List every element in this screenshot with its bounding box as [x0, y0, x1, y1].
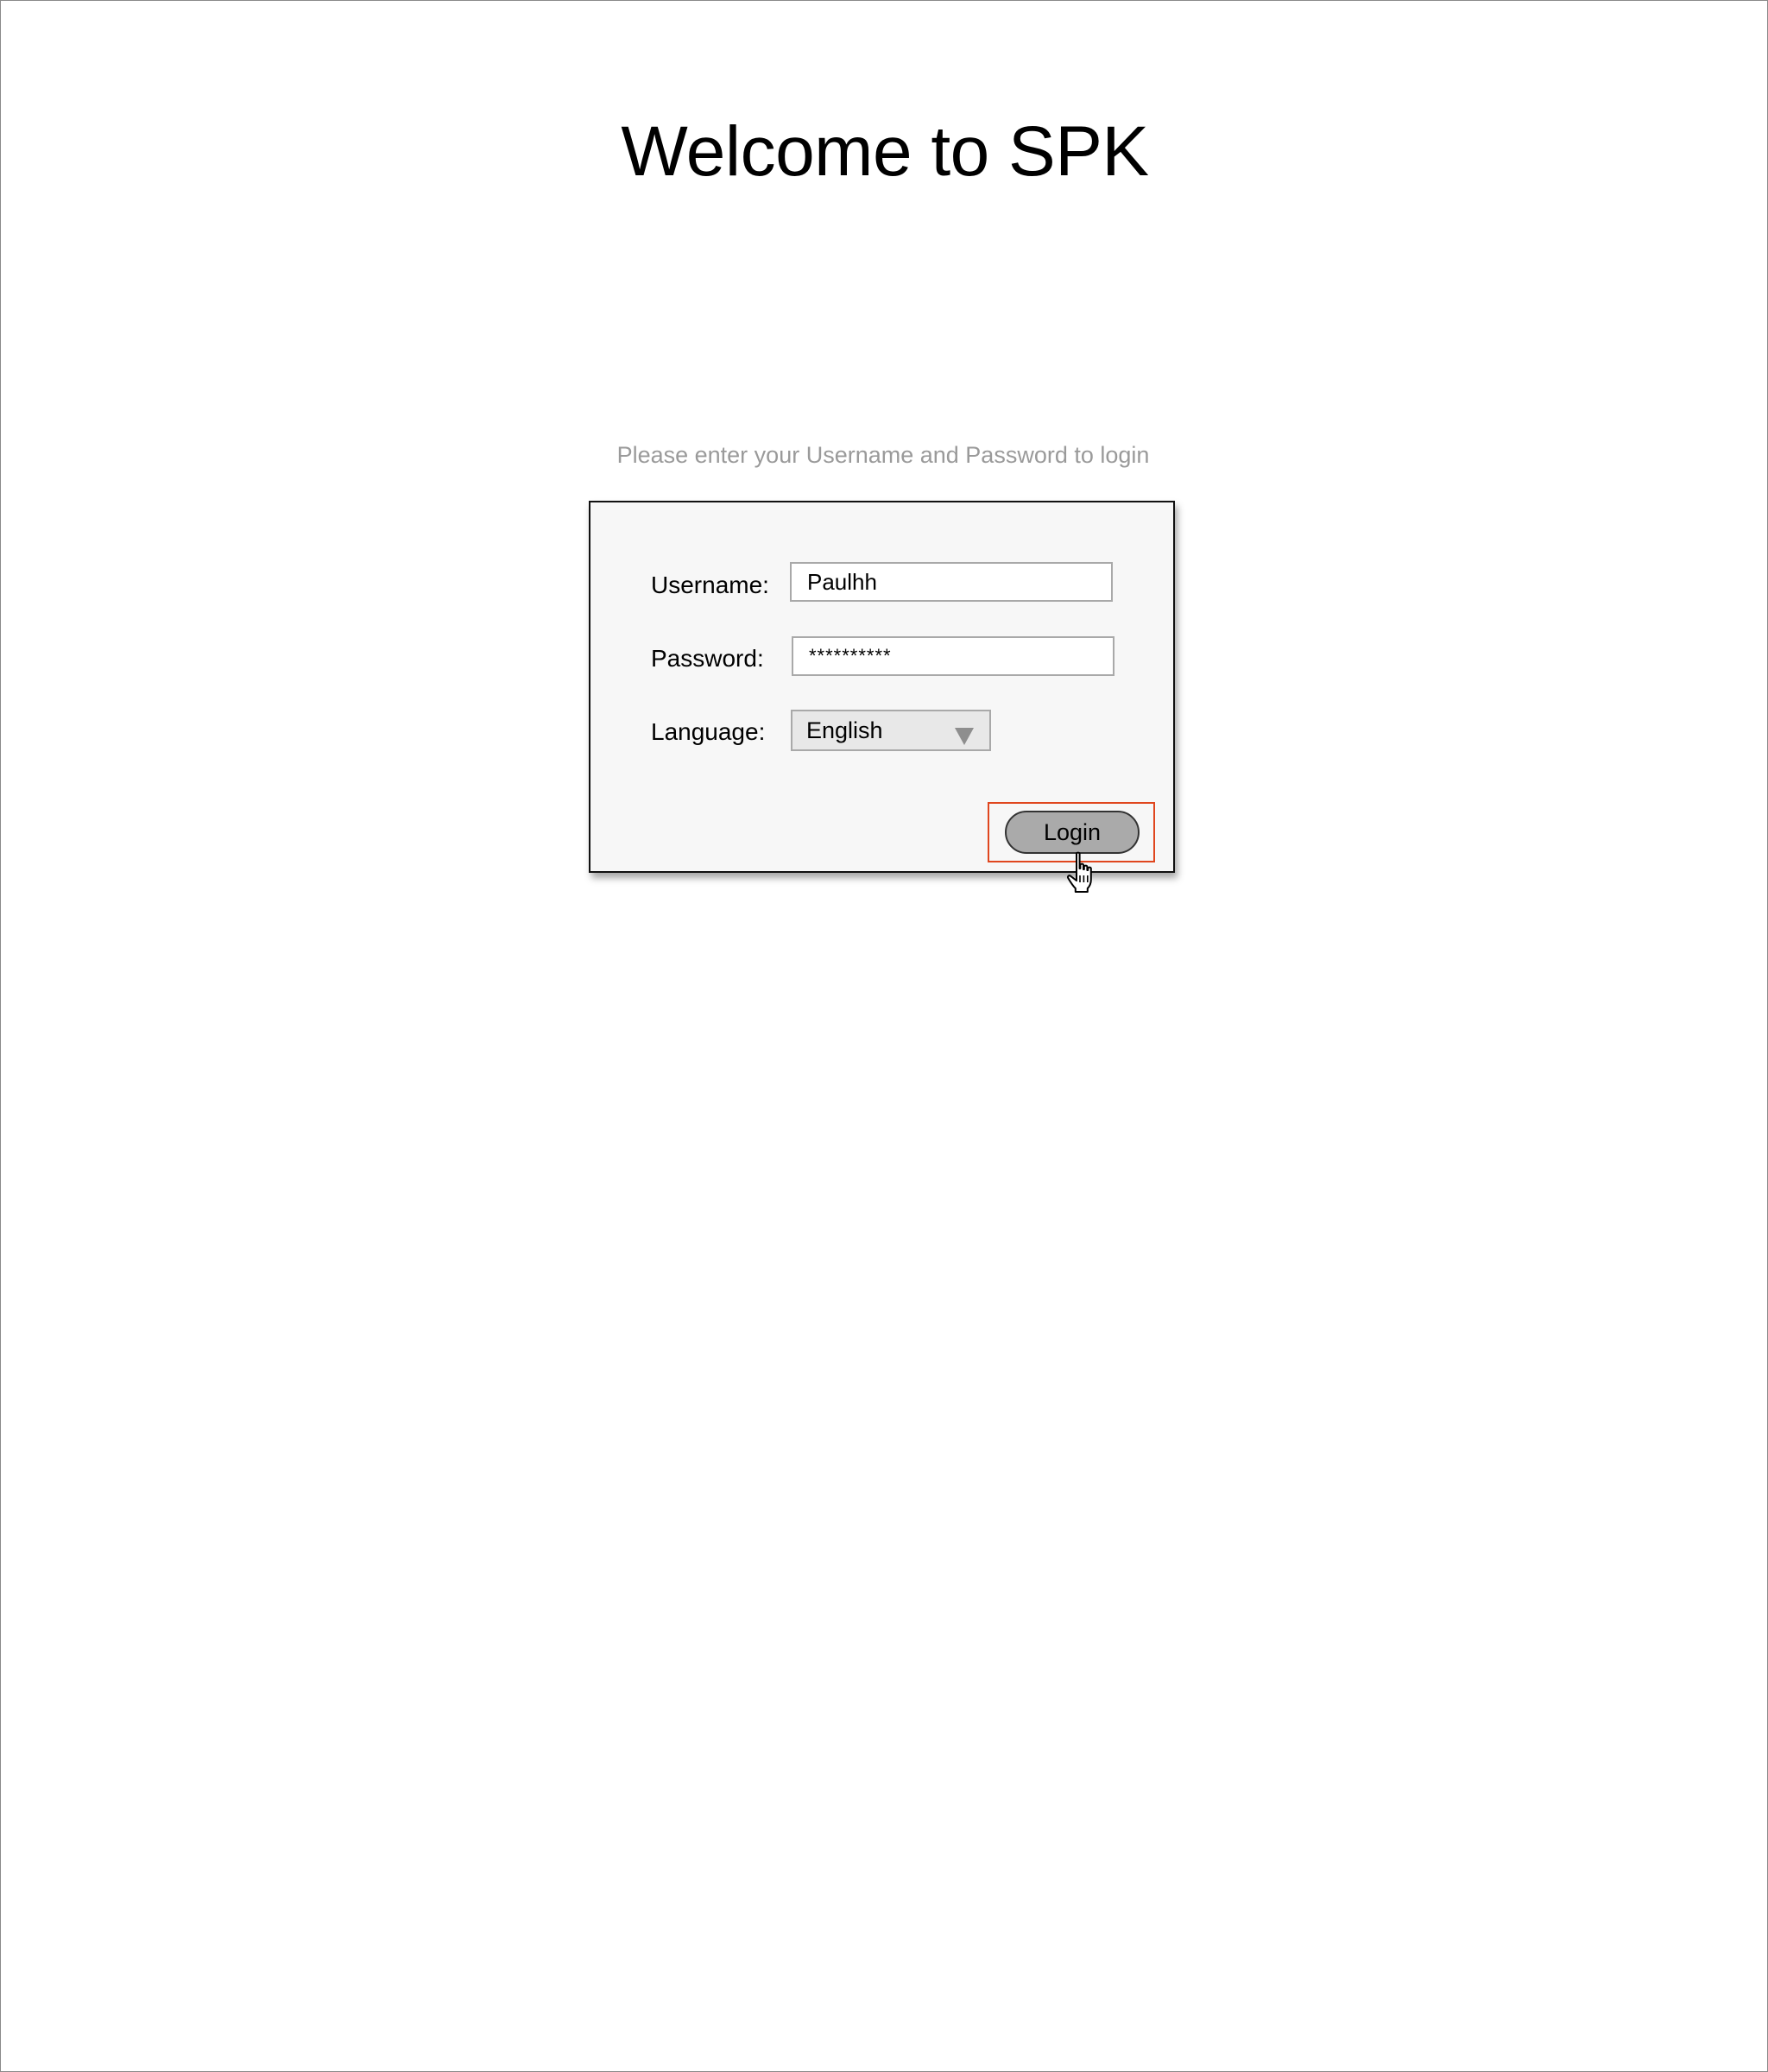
password-label: Password:: [651, 645, 764, 672]
language-select[interactable]: [791, 710, 991, 751]
login-button[interactable]: Login: [1005, 811, 1140, 854]
username-input[interactable]: [790, 562, 1113, 602]
triangle-down-icon[interactable]: [955, 728, 974, 745]
language-selected-value: English: [806, 717, 883, 743]
username-label: Username:: [651, 572, 769, 598]
password-input[interactable]: [792, 636, 1114, 676]
language-label: Language:: [651, 718, 766, 745]
hand-pointer-icon: [1066, 851, 1099, 894]
login-panel: [589, 501, 1175, 873]
page-title: Welcome to SPK: [621, 112, 1149, 191]
login-instructions: Please enter your Username and Password to login: [616, 442, 1150, 468]
